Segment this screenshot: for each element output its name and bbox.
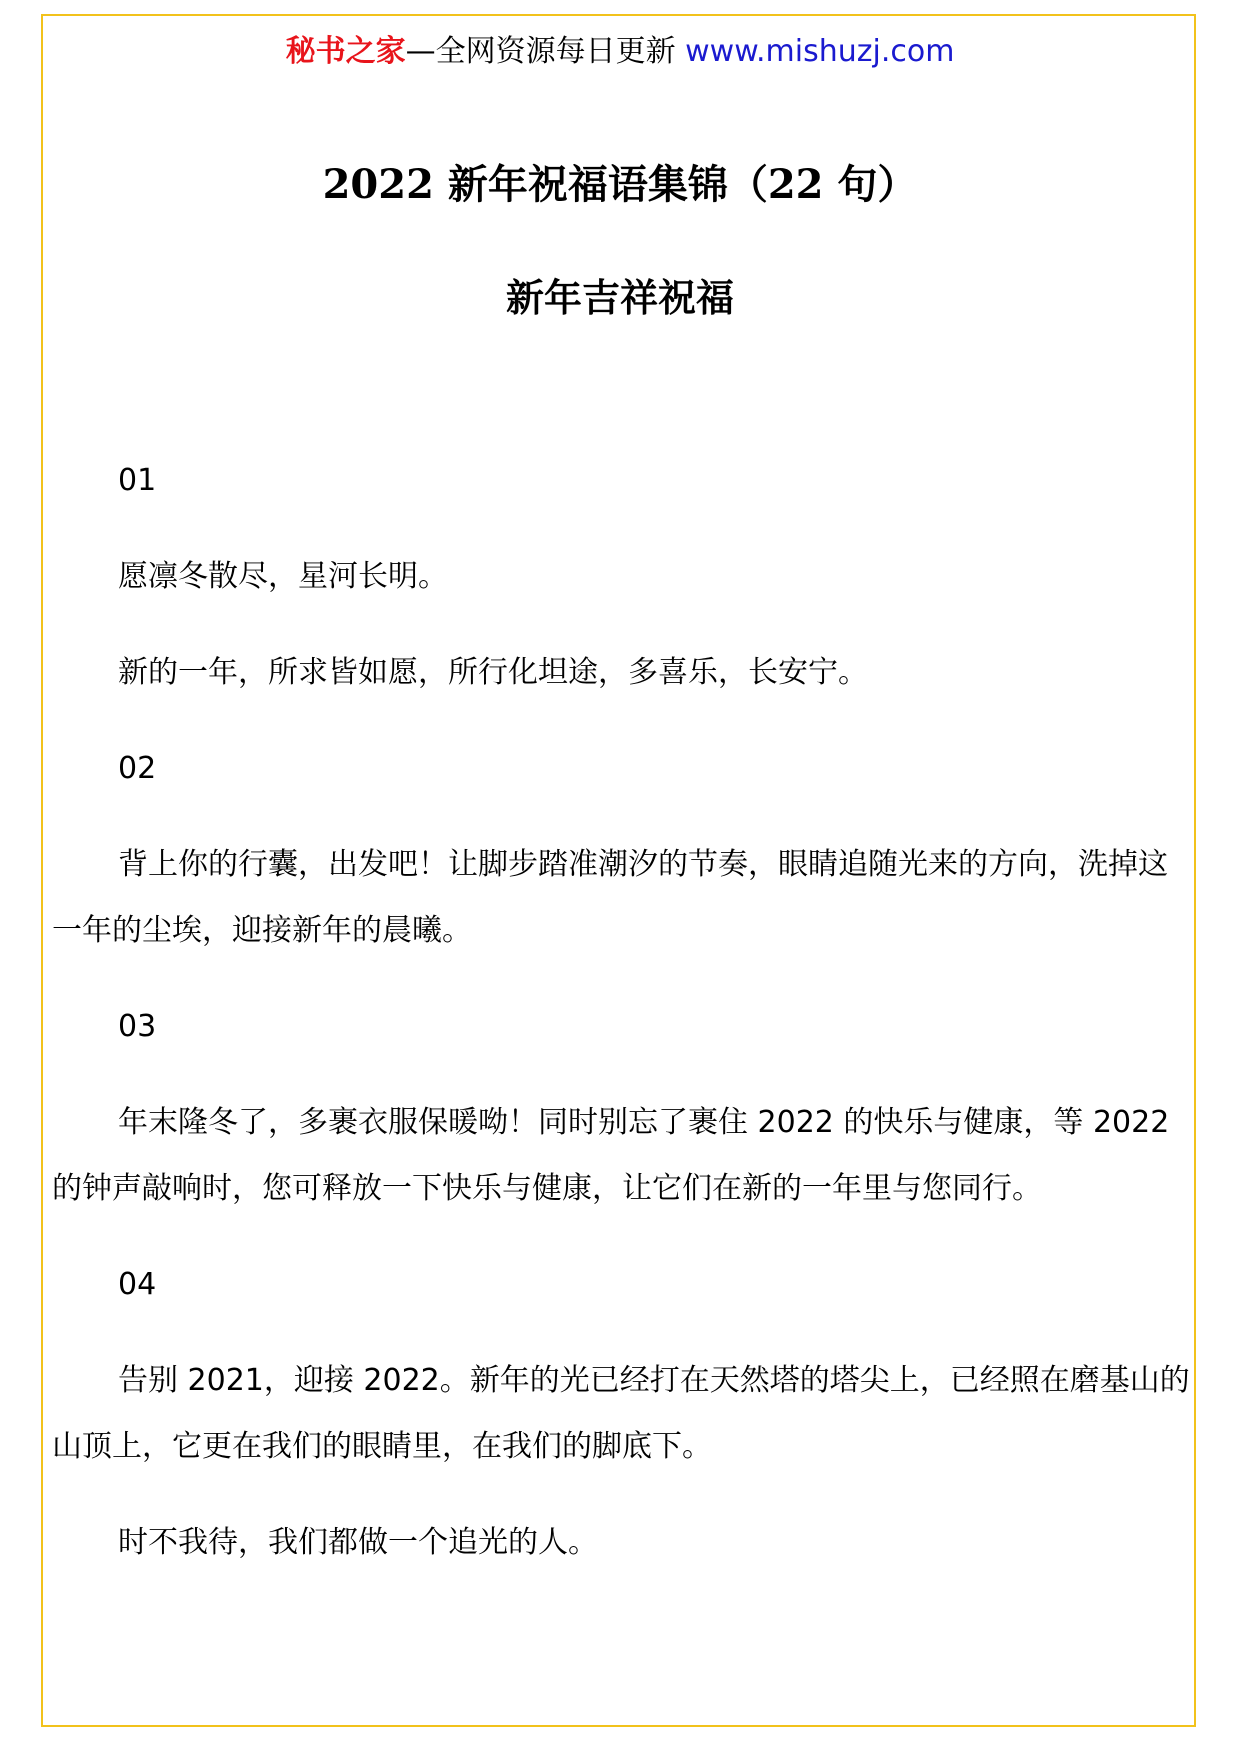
paragraph: 新的一年，所求皆如愿，所行化坦途，多喜乐，长安宁。 — [118, 655, 868, 690]
paragraph: 告别 2021，迎接 2022。新年的光已经打在天然塔的塔尖上，已经照在磨基山的山顶上，它更在我们的眼睛里，在我们的脚底下。 — [52, 1363, 1190, 1464]
paragraph-number-02: 02 — [118, 751, 157, 786]
document-title: 2022 新年祝福语集锦（22 句） — [322, 161, 918, 208]
paragraph-number-01: 01 — [118, 463, 157, 498]
document-body — [52, 448, 1192, 1576]
brand-name: 秘书之家 — [285, 34, 406, 69]
paragraph: 背上你的行囊，出发吧！让脚步踏准潮汐的节奏，眼睛追随光来的方向，洗掉这一年的尘埃，迎接新年的晨曦。 — [52, 847, 1168, 948]
site-tagline: —全网资源每日更新 — [405, 34, 686, 69]
document-subtitle: 新年吉祥祝福 — [505, 276, 734, 320]
site-url-link[interactable]: www.mishuzj.com — [685, 34, 955, 69]
paragraph: 时不我待，我们都做一个追光的人。 — [118, 1525, 598, 1560]
paragraph-number-03: 03 — [118, 1009, 157, 1044]
paragraph-number-04: 04 — [118, 1267, 157, 1302]
paragraph: 愿凛冬散尽，星河长明。 — [118, 559, 448, 594]
site-banner — [0, 30, 1240, 74]
paragraph: 年末隆冬了，多裹衣服保暖呦！同时别忘了裹住 2022 的快乐与健康，等 2022 的钟声敲响时，您可释放一下快乐与健康，让它们在新的一年里与您同行。 — [52, 1105, 1170, 1206]
